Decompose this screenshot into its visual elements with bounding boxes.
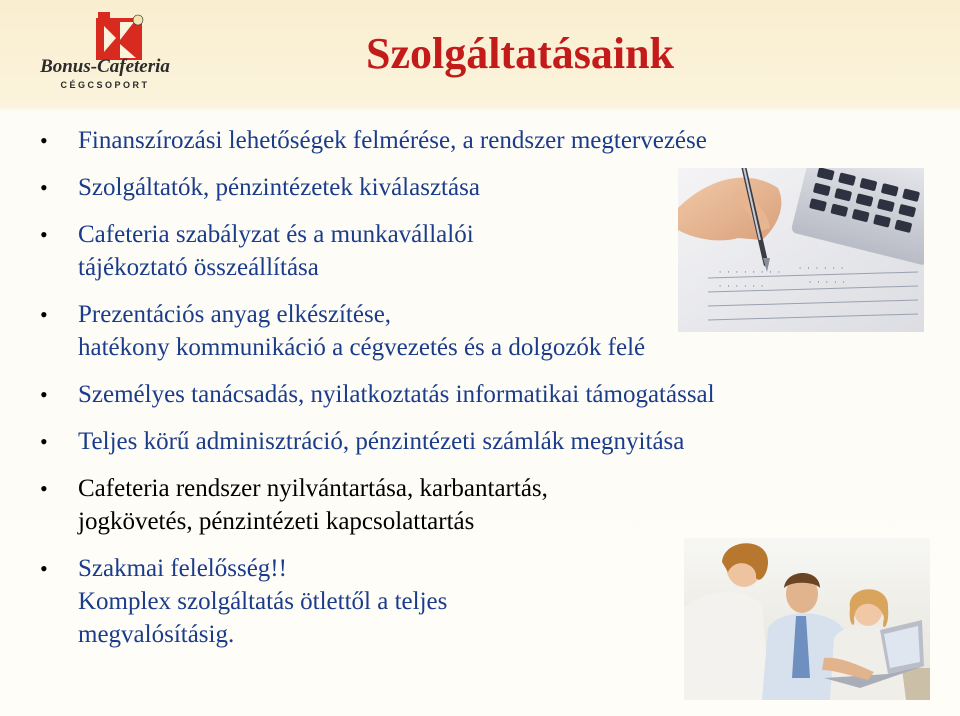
bullet-dot-icon: • [40, 476, 48, 501]
slide-title: Szolgáltatásaink [365, 29, 675, 78]
logo-mark-icon [90, 12, 148, 62]
bullet-dot-icon: • [40, 382, 48, 407]
svg-text:· · · · · ·: · · · · · · [718, 283, 765, 291]
bullet-text-line: Komplex szolgáltatás ötlettől a teljes [78, 588, 448, 615]
team-photo [684, 538, 930, 700]
bullet-dot-icon: • [40, 175, 48, 200]
service-bullet-item [38, 378, 938, 411]
bullet-text-line: Prezentációs anyag elkészítése, [78, 301, 392, 328]
service-bullet-item [38, 472, 938, 538]
svg-text:· · · · ·: · · · · · [808, 279, 846, 287]
bullet-text-line: Cafeteria szabályzat és a munkavállalói [78, 221, 474, 248]
hand-pen-calculator-image [678, 168, 924, 332]
bullet-text-line: Személyes tanácsadás, nyilatkoztatás informatikai támogatással [78, 381, 715, 408]
svg-text:· · · · · ·: · · · · · · [798, 265, 845, 273]
logo-brand-text: Bonus-Cafeteria [40, 56, 170, 77]
bullet-dot-icon: • [40, 222, 48, 247]
bullet-dot-icon: • [40, 302, 48, 327]
bullet-text-line: Szolgáltatók, pénzintézetek kiválasztása [78, 174, 480, 201]
company-logo [30, 12, 180, 92]
bullet-text-line: Finanszírozási lehetőségek felmérése, a rendszer megtervezése [78, 127, 707, 154]
bullet-text-line: hatékony kommunikáció a cégvezetés és a dolgozók felé [78, 334, 646, 361]
bullet-text-line: Szakmai felelősség!! [78, 555, 287, 582]
bullet-dot-icon: • [40, 556, 48, 581]
service-bullet-item [38, 124, 938, 157]
bullet-text-line: megvalósításig. [78, 621, 235, 648]
svg-text:· · · · · · · ·: · · · · · · · · [718, 269, 782, 277]
bullet-text-line: Teljes körű adminisztráció, pénzintézeti számlák megnyitása [78, 428, 685, 455]
calculator-photo [678, 168, 924, 332]
service-bullet-item [38, 425, 938, 458]
team-at-laptop-image [684, 538, 930, 700]
bullet-text-line: jogkövetés, pénzintézeti kapcsolattartás [78, 508, 475, 535]
bullet-text-line: tájékoztató összeállítása [78, 254, 319, 281]
bullet-dot-icon: • [40, 429, 48, 454]
logo-subtitle: CÉGCSOPORT [60, 80, 150, 90]
bullet-text-line: Cafeteria rendszer nyilvántartása, karbantartás, [78, 475, 548, 502]
bullet-dot-icon: • [40, 128, 48, 153]
